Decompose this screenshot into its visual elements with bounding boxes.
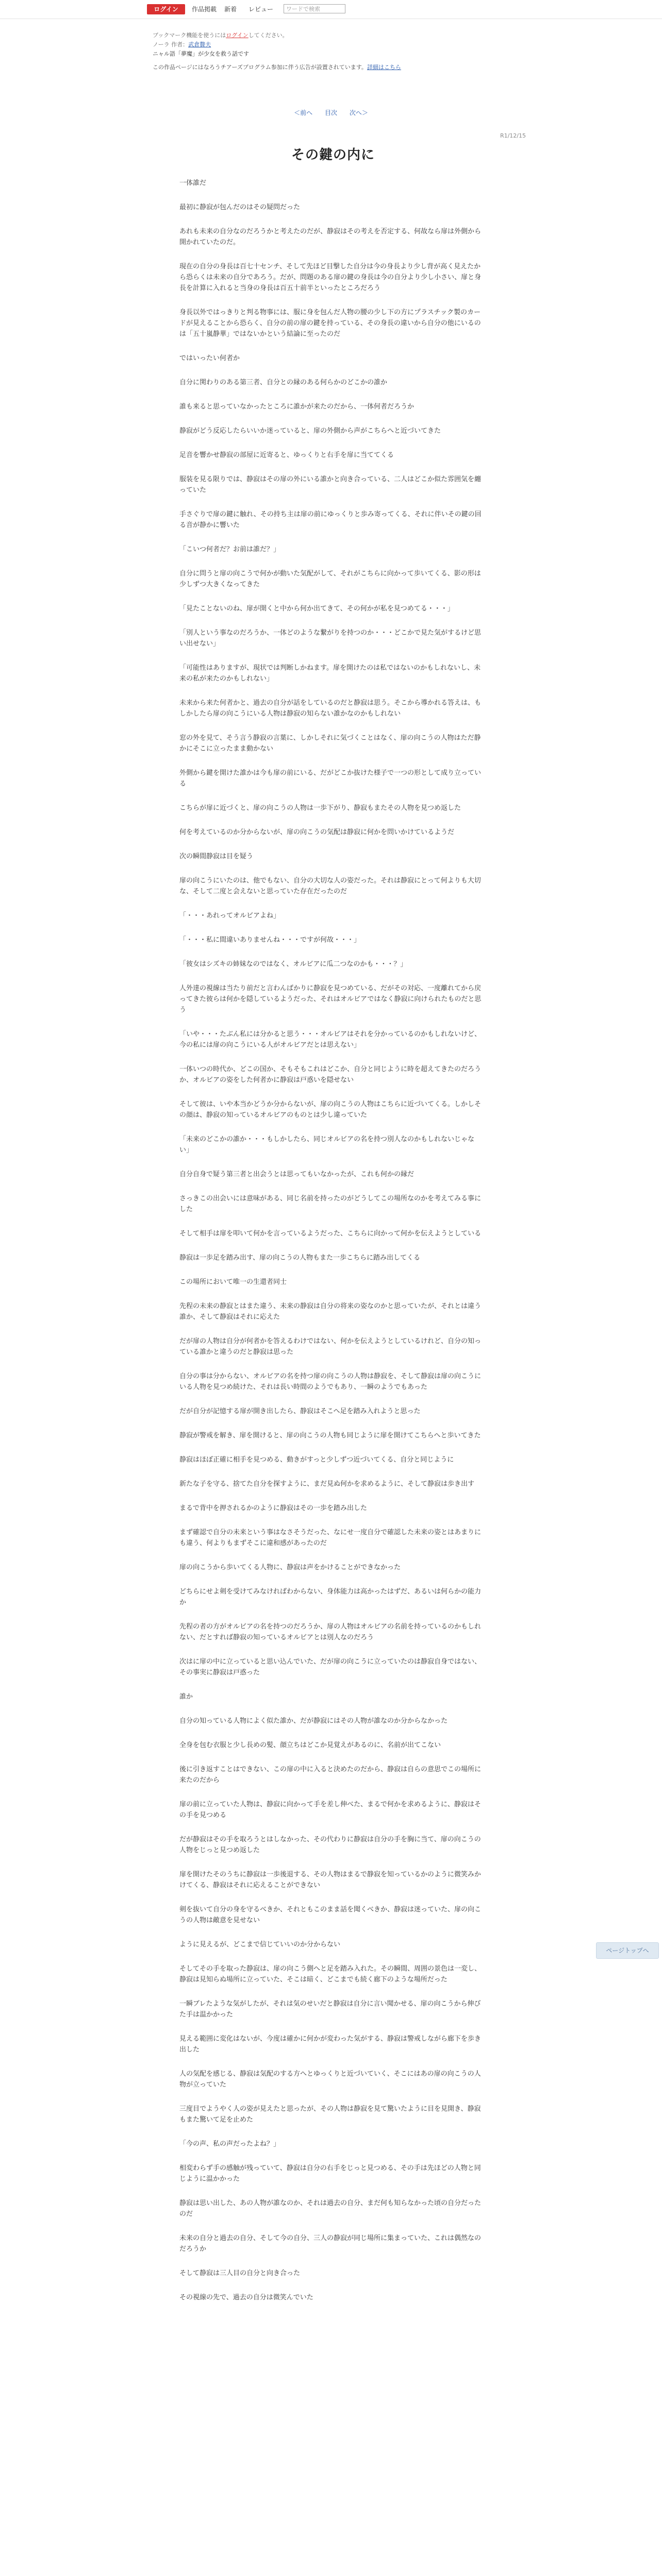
body-paragraph: 自分自身で疑う第三者と出会うとは思ってもいなかったが、これも何かの縁だ: [179, 1171, 415, 1178]
bookmark-notice: ブックマーク機能を使うにはログインしてください。: [153, 32, 288, 39]
body-paragraph: 扉の前に立っていた人物は、静寂に向かって手を差し伸べた、まるで何かを求めるように、静寂はその手を見つめる: [179, 1801, 481, 1819]
toc-link[interactable]: 目次: [324, 109, 337, 116]
body-paragraph: 静寂がどう反応したらいいか迷っていると、扉の外側から声がこちらへと近づいてきた: [179, 427, 441, 435]
body-paragraph: その視線の先で、過去の自分は微笑んでいた: [179, 2294, 313, 2301]
body-paragraph: そしてその手を取った静寂は、扉の向こう側へと足を踏み入れた。その瞬間、周囲の景色は一変し、静寂は見知らぬ場所に立っていた、そこは暗く、どこまでも続く廊下のような場所だった: [179, 1965, 482, 1984]
body-paragraph: まず確認で自分の未来という事はなさそうだった、なにせ一度自分で確認した未来の姿とはあまりにも違う、何よりもまずそこに違和感があったのだ: [179, 1529, 482, 1547]
login-button[interactable]: ログイン: [147, 4, 185, 14]
author-link[interactable]: 武倉贅夫: [188, 41, 211, 48]
body-paragraph: 最初に静寂が包んだのはその疑問だった: [179, 204, 301, 211]
body-paragraph: 「可能性はありますが、現状では判断しかねます。扉を開けたのは私ではないのかもしれないし、未来の私が来たのかもしれない」: [179, 664, 481, 683]
body-paragraph: そして相手は扉を叩いて何かを言っているようだった、こちらに向かって何かを伝えようとしている: [179, 1230, 482, 1238]
body-paragraph: 静寂は一歩足を踏み出す、扉の向こうの人物もまた一歩こちらに踏み出してくる: [179, 1254, 420, 1262]
body-paragraph: 未来から来た何者かと、過去の自分が話をしているのだと静寂は思う。そこから導かれる答えは、もしかしたら扉の向こうにいる人物は静寂の知らない誰かなのかもしれない: [179, 699, 482, 718]
body-paragraph: 自分の知っている人物によく似た誰か、だが静寂にはその人物が誰なのか分からなかった: [179, 1717, 448, 1725]
body-paragraph: 「・・・あれってオルビアよね」: [179, 912, 280, 920]
body-paragraph: 足音を響かせ静寂の部屋に近寄ると、ゆっくりと右手を扉に当ててくる: [179, 451, 394, 459]
top-bar: [0, 0, 662, 19]
prev-link[interactable]: ＜前へ: [294, 109, 313, 116]
body-paragraph: あれも未来の自分なのだろうかと考えたのだが、静寂はその考えを否定する、何故なら扉は外側から開かれていたのだ。: [179, 228, 482, 246]
login-link[interactable]: ログイン: [226, 32, 249, 39]
page-top-button[interactable]: ページトップへ: [596, 1942, 659, 1959]
body-paragraph: 静寂が警戒を解き、扉を開けると、扉の向こうの人物も同じように扉を開けてこちらへと歩いてきた: [179, 1432, 481, 1439]
body-paragraph: 静寂はほぼ正確に相手を見つめる、動きがすっと少しずつ近づいてくる、自分と同じように: [179, 1456, 454, 1464]
search-input[interactable]: ワードで検索: [284, 4, 345, 13]
header-info: [153, 31, 514, 72]
body-paragraph: 外側から鍵を開けた誰かは今も扉の前にいる、だがどこか抜けた様子で一つの形として成り立っている: [179, 769, 482, 788]
nav-link-post[interactable]: 作品掲載: [192, 6, 217, 13]
body-paragraph: 全身を包む衣服と少し長めの髪、顔立ちはどこか見覚えがあるのに、名前が出てこない: [179, 1741, 441, 1749]
next-link[interactable]: 次へ＞: [349, 109, 368, 116]
body-paragraph: 後に引き返すことはできない、この扉の中に入ると決めたのだから、静寂は自らの意思でこの場所に来たのだから: [179, 1766, 482, 1784]
ad-notice: この作品ページにはなろうチアーズプログラム参加に伴う広告が設置されています。詳細はこちら: [153, 64, 401, 71]
body-paragraph: 窓の外を見て、そう言う静寂の言葉に、しかしそれに気づくことはなく、扉の向こうの人物はただ静かにそこに立ったまま動かない: [179, 734, 481, 753]
body-paragraph: 三度目でようやく人の姿が見えたと思ったが、その人物は静寂を見て驚いたように目を見開き、静寂もまた驚いて足を止めた: [179, 2105, 481, 2124]
body-paragraph: 自分に問うと扉の向こうで何かが動いた気配がして、それがこちらに向かって歩いてくる、影の形は少しずつ大きくなってきた: [179, 570, 481, 588]
body-paragraph: 先程の者の方がオルビアの名を持つのだろうか、扉の人物はオルビアの名前を持っているのかもしれない、だとすれば静寂の知っているオルビアとは別人なのだろう: [179, 1623, 482, 1641]
body-paragraph: 相変わらず手の感触が残っていて、静寂は自分の右手をじっと見つめる、その手は先ほどの人物と同じように温かかった: [179, 2164, 481, 2183]
body-paragraph: 「今の声、私の声だったよね？」: [179, 2140, 280, 2148]
body-paragraph: 扉の向こうにいたのは、他でもない、自分の大切な人の姿だった。それは静寂にとって何よりも大切な、そして二度と会えないと思っていた存在だったのだ: [179, 877, 481, 895]
body-paragraph: 一体誰だ: [179, 179, 207, 187]
body-paragraph: 手さぐりで扉の鍵に触れ、その持ち主は扉の前にゆっくりと歩み寄ってくる、それに伴いその鍵の回る音が静かに響いた: [179, 511, 482, 529]
body-paragraph: 扉を開けたそのうちに静寂は一歩後退する、その人物はまるで静寂を知っているかのように微笑みかけてくる、静寂はそれに応えることができない: [179, 1871, 481, 1889]
body-paragraph: だが自分が記憶する扉が開き出したら、静寂はそこへ足を踏み入れようと思った: [179, 1408, 421, 1415]
publish-date: R1/12/15: [500, 132, 526, 139]
body-paragraph: 「別人という事なのだろうか、一体どのような繋がりを持つのか・・・どこかで見た気がするけど思い出せない」: [179, 629, 482, 648]
body-paragraph: 「彼女はシズキの姉妹なのではなく、オルビアに瓜二つなのかも・・・？」: [179, 960, 407, 968]
body-paragraph: 扉の向こうから歩いてくる人物に、静寂は声をかけることができなかった: [179, 1564, 401, 1571]
body-paragraph: 何を考えているのか分からないが、扉の向こうの気配は静寂に何かを問いかけているようだ: [179, 828, 455, 836]
body-paragraph: 「未来のどこかの誰か・・・もしかしたら、同じオルビアの名を持つ別人なのかもしれないじゃない」: [179, 1136, 475, 1154]
body-paragraph: 誰か: [179, 1693, 193, 1701]
body-paragraph: ように見えるが、どこまで信じていいのか分からない: [179, 1941, 341, 1948]
body-paragraph: だが静寂はその手を取ろうとはしなかった、その代わりに静寂は自分の手を胸に当て、扉の向こうの人物をじっと見つめ返した: [179, 1836, 481, 1854]
body-paragraph: ではいったい何者か: [179, 354, 240, 362]
body-paragraph: 「見たことないのね、扉が開くと中から何か出てきて、その何かが私を見つめてる・・・」: [179, 605, 454, 613]
body-paragraph: 人の気配を感じる、静寂は気配のする方へとゆっくりと近づいていく、そこにはあの扉の向こうの人物が立っていた: [179, 2070, 481, 2089]
body-paragraph: そして彼は、いや本当かどうか分からないが、扉の向こうの人物はこちらに近づいてくる。しかしその顔は、静寂の知っているオルビアのものとは少し違っていた: [179, 1100, 482, 1119]
body-paragraph: 身長以外ではっきりと判る物事には、服に身を包んだ人物の腰の少し下の方にプラスチック製のカードが見えることから恐らく、自分の前の扉の鍵を持っている、その身長の違いから自分の他にいるのは「五十嵐静華」ではないかという結論に至ったのだ: [179, 309, 481, 338]
body-paragraph: さっきこの出会いには意味がある、同じ名前を持ったのがどうしてこの場所なのかを考えてみる事にした: [179, 1195, 482, 1213]
body-paragraph: 人外達の視線は当たり前だと言わんばかりに静寂を見つめている、だがその対応、一度離れてから戻ってきた彼らは何かを隠しているようだった、それはオルビアではなく静寂に向けられたものだと思う: [179, 985, 482, 1014]
body-paragraph: 静寂は思い出した、あの人物が誰なのか、それは過去の自分、まだ何も知らなかった頃の自分だったのだ: [179, 2199, 482, 2218]
novel-body: [179, 178, 484, 2316]
body-paragraph: だが扉の人物は自分が何者かを答えるわけではない、何かを伝えようとしているけれど、自分の知っている誰かと違うのだと静寂は思った: [179, 1337, 482, 1356]
body-paragraph: 先程の未来の静寂とはまた違う、未来の静寂は自分の将来の姿なのかと思っていたが、それとは違う誰か、そして静寂はそれに応えた: [179, 1302, 482, 1321]
body-paragraph: 「・・・私に間違いありませんね・・・ですが何故・・・」: [179, 936, 361, 944]
body-paragraph: 自分に関わりのある第三者、自分との縁のある何らかのどこかの誰か: [179, 379, 388, 386]
nav-link-new[interactable]: 新着: [224, 6, 237, 13]
body-paragraph: どちらにせよ剣を受けてみなければわからない、身体能力は高かったはずだ、あるいは何らかの能力か: [179, 1588, 482, 1606]
body-paragraph: 次はに扉の中に立っていると思い込んでいた、だが扉の向こうに立っていたのは静寂自身ではない、その事実に静寂は戸惑った: [179, 1658, 482, 1676]
detail-link[interactable]: 詳細はこちら: [367, 64, 401, 71]
body-paragraph: 「いや・・・たぶん私には分かると思う・・・オルビアはそれを分かっているのかもしれないけど、今の私には扉の向こうにいる人がオルビアだとは思えない」: [179, 1030, 482, 1049]
body-paragraph: 服装を見る限りでは、静寂はその扉の外にいる誰かと向き合っている、二人はどこか似た雰囲気を纏っていた: [179, 476, 482, 494]
body-paragraph: 剣を抜いて自分の身を守るべきか、それともこのまま話を聞くべきか、静寂は迷っていた、扉の向こうの人物は敵意を見せない: [179, 1906, 482, 1924]
body-paragraph: 現在の自分の身長は百七十センチ、そして先ほど目撃した自分は今の身長より少し背が高く見えたから恐らくは未来の自分であろう。だが、問題のある扉の鍵の身長は今の自分より少し小さい、扉と身長を計算に入れると当身の身長は百五十前半といったところだろう: [179, 263, 482, 292]
author-line: ノーラ 作者：武倉贅夫: [153, 41, 211, 48]
body-paragraph: 未来の自分と過去の自分、そして今の自分、三人の静寂が同じ場所に集まっていた、これは偶然なのだろうか: [179, 2234, 482, 2253]
body-paragraph: この場所において唯一の生還者同士: [179, 1278, 287, 1286]
body-paragraph: まるで背中を押されるかのように静寂はその一歩を踏み出した: [179, 1504, 367, 1512]
body-paragraph: 新たな子を守る、捨てた自分を探すように、まだ見ぬ何かを求めるように、そして静寂は歩き出す: [179, 1480, 475, 1488]
body-paragraph: 見える範囲に変化はないが、今度は確かに何かが変わった気がする、静寂は警戒しながら廊下を歩き出した: [179, 2035, 481, 2054]
chapter-title: その鍵の内に: [291, 147, 375, 163]
nav-link-review[interactable]: レビュー: [249, 6, 274, 13]
episode-nav: [0, 108, 662, 117]
body-paragraph: 一体いつの時代か、どこの国か、そもそもこれはどこか、自分と同じように時を超えてきたのだろうか、オルビアの姿をした何者かに静寂は戸惑いを隠せない: [179, 1065, 482, 1084]
body-paragraph: そして静寂は三人目の自分と向き合った: [179, 2269, 301, 2277]
body-paragraph: 誰も来ると思っていなかったところに誰かが来たのだから、一体何者だろうか: [179, 403, 415, 411]
body-paragraph: こちらが扉に近づくと、扉の向こうの人物は一歩下がり、静寂もまたその人物を見つめ返した: [179, 804, 461, 812]
body-paragraph: 一瞬ブレたような気がしたが、それは気のせいだと静寂は自分に言い聞かせる、扉の向こうから伸びた手は温かかった: [179, 2000, 481, 2019]
body-paragraph: 自分の事は分からない、オルビアの名を持つ扉の向こうの人物は静寂を、そして静寂は扉の向こうにいる人物を見つめ続けた、それは長い時間のようでもあり、一瞬のようでもあった: [179, 1372, 482, 1391]
body-paragraph: 次の瞬間静寂は目を疑う: [179, 853, 254, 860]
series-title[interactable]: ニャル語「夢魔」が少女を救う話です: [153, 50, 249, 57]
body-paragraph: 「こいつ何者だ？お前は誰だ？」: [179, 546, 280, 553]
